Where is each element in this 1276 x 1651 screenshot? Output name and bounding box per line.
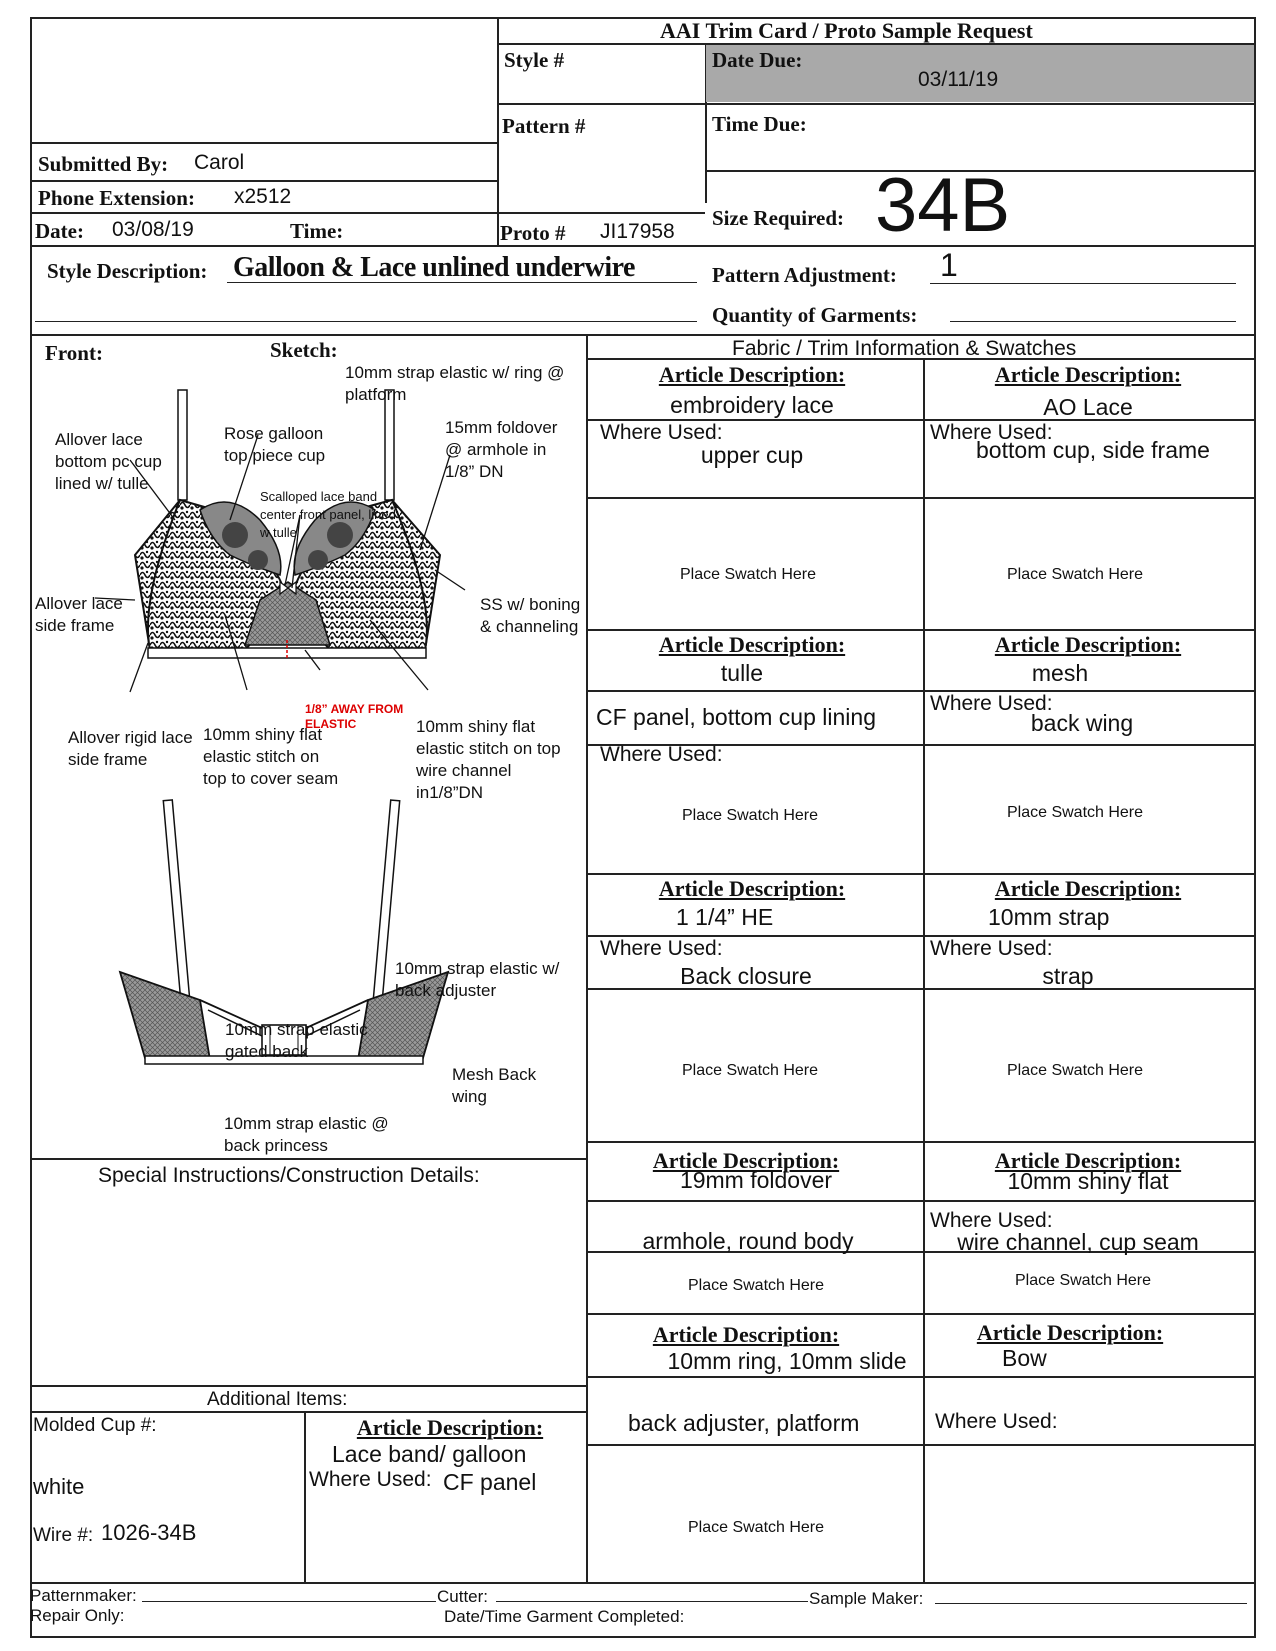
article-desc-label-1: Article Description: <box>658 362 846 387</box>
swatch-5[interactable]: Place Swatch Here <box>681 1062 819 1079</box>
note-rose-galloon: Rose galloon top piece cup <box>224 424 326 465</box>
where-used-value-4[interactable]: back wing <box>1030 710 1134 736</box>
front-label: Front: <box>45 341 103 365</box>
submitted-by-label: Submitted By: <box>38 152 169 176</box>
article-desc-value-8[interactable]: 10mm shiny flat <box>1007 1168 1169 1194</box>
note-back-princess: 10mm strap elastic @ back princess <box>224 1114 389 1155</box>
swatch-3[interactable]: Place Swatch Here <box>681 807 819 824</box>
article-desc-value-9[interactable]: 10mm ring, 10mm slide <box>667 1348 907 1374</box>
swatch-2[interactable]: Place Swatch Here <box>1006 566 1144 583</box>
note-away-elastic: 1/8” AWAY FROM ELASTIC <box>305 702 404 731</box>
repair-only-label: Repair Only: <box>30 1606 125 1625</box>
article-desc-value-3[interactable]: tulle <box>720 660 764 686</box>
note-scalloped: Scalloped lace band center front panel, lined w tulle <box>260 489 396 540</box>
additional-items-title: Additional Items: <box>207 1389 348 1410</box>
where-used-value-1[interactable]: upper cup <box>700 442 804 468</box>
additional-where-used-label: Where Used: <box>309 1468 432 1491</box>
special-instructions-title: Special Instructions/Construction Details: <box>98 1164 480 1187</box>
article-desc-value-6[interactable]: 10mm strap <box>988 904 1110 930</box>
date-label: Date: <box>35 219 84 243</box>
note-foldover: 15mm foldover @ armhole in 1/8” DN <box>445 418 558 481</box>
proto-number-value[interactable]: JI17958 <box>600 220 675 243</box>
where-used-label-10: Where Used: <box>935 1410 1058 1433</box>
style-description-label: Style Description: <box>47 259 208 283</box>
swatch-4[interactable]: Place Swatch Here <box>1006 804 1144 821</box>
article-desc-value-7[interactable]: 19mm foldover <box>679 1167 833 1193</box>
size-required-label: Size Required: <box>712 206 845 230</box>
date-due-label: Date Due: <box>712 48 803 72</box>
article-desc-label-4: Article Description: <box>994 632 1182 657</box>
swatch-8[interactable]: Place Swatch Here <box>1014 1272 1152 1289</box>
wire-label: Wire #: <box>33 1525 94 1546</box>
note-shiny-right: 10mm shiny flat elastic stitch on top wire channel in1/8”DN <box>416 717 561 802</box>
swatch-9[interactable]: Place Swatch Here <box>687 1519 825 1536</box>
cutter-label: Cutter: <box>437 1587 489 1606</box>
where-used-value-7[interactable]: armhole, round body <box>642 1228 854 1254</box>
additional-article-desc-value[interactable]: Lace band/ galloon <box>332 1441 527 1467</box>
article-desc-label-6: Article Description: <box>994 876 1182 901</box>
where-used-value-5[interactable]: Back closure <box>680 963 812 989</box>
note-allover-lace: Allover lace bottom pc cup lined w/ tulle <box>55 430 162 493</box>
where-used-label-5: Where Used: <box>600 937 723 960</box>
where-used-value-6[interactable]: strap <box>1042 963 1094 989</box>
where-used-label-2: Where Used: <box>930 421 1053 444</box>
swatch-1[interactable]: Place Swatch Here <box>679 566 817 583</box>
wire-value[interactable]: 1026-34B <box>101 1520 197 1545</box>
phone-extension-value[interactable]: x2512 <box>234 185 292 208</box>
pattern-number-label: Pattern # <box>502 114 586 138</box>
article-desc-label-5: Article Description: <box>658 876 846 901</box>
fabric-section-title: Fabric / Trim Information & Swatches <box>732 337 1077 360</box>
note-rigid-lace: Allover rigid lace side frame <box>68 728 193 769</box>
note-shiny-left: 10mm shiny flat elastic stitch on top to cover seam <box>203 725 339 788</box>
article-desc-label-7: Article Description: <box>652 1148 840 1173</box>
note-allover-side: Allover lace side frame <box>35 594 123 635</box>
article-desc-value-10[interactable]: Bow <box>1002 1345 1047 1371</box>
additional-where-used-value[interactable]: CF panel <box>443 1469 537 1495</box>
where-used-label-8: Where Used: <box>930 1209 1053 1232</box>
where-used-value-2[interactable]: bottom cup, side frame <box>976 437 1210 463</box>
style-number-label: Style # <box>504 48 565 72</box>
time-label: Time: <box>290 219 344 243</box>
pattern-adjustment-value[interactable]: 1 <box>940 247 958 283</box>
article-desc-label-10: Article Description: <box>976 1320 1164 1345</box>
where-used-value-3[interactable]: CF panel, bottom cup lining <box>596 704 876 730</box>
article-desc-value-1[interactable]: embroidery lace <box>670 392 834 418</box>
note-strap-ring: 10mm strap elastic w/ ring @ platform <box>345 363 565 404</box>
swatch-6[interactable]: Place Swatch Here <box>1006 1062 1144 1079</box>
molded-cup-label: Molded Cup #: <box>33 1415 157 1436</box>
note-back-adjuster: 10mm strap elastic w/ back adjuster <box>395 959 560 1000</box>
note-ss-boning: SS w/ boning & channeling <box>480 595 581 636</box>
style-description-value[interactable]: Galloon & Lace unlined underwire <box>233 252 635 283</box>
form-title: AAI Trim Card / Proto Sample Request <box>660 18 1033 43</box>
article-desc-label-3: Article Description: <box>658 632 846 657</box>
quantity-label: Quantity of Garments: <box>712 303 918 327</box>
article-desc-value-4[interactable]: mesh <box>1031 660 1089 686</box>
where-used-value-9[interactable]: back adjuster, platform <box>628 1410 860 1436</box>
where-used-label-1: Where Used: <box>600 421 723 444</box>
article-desc-value-5[interactable]: 1 1/4” HE <box>676 904 774 930</box>
note-gated-back: 10mm strap elastic gated back <box>225 1020 368 1061</box>
article-desc-value-2[interactable]: AO Lace <box>1043 394 1133 420</box>
size-required-value[interactable]: 34B <box>875 163 1011 248</box>
note-mesh-wing: Mesh Back wing <box>452 1065 537 1106</box>
article-desc-label-2: Article Description: <box>994 362 1182 387</box>
patternmaker-label: Patternmaker: <box>30 1586 137 1605</box>
molded-cup-value[interactable]: white <box>33 1474 85 1499</box>
phone-extension-label: Phone Extension: <box>38 186 195 210</box>
proto-number-label: Proto # <box>500 221 566 245</box>
time-due-label: Time Due: <box>712 112 807 136</box>
where-used-label-6: Where Used: <box>930 937 1053 960</box>
sketch-label: Sketch: <box>270 338 338 362</box>
pattern-adjustment-label: Pattern Adjustment: <box>712 263 897 287</box>
date-value[interactable]: 03/08/19 <box>112 218 194 241</box>
where-used-label-4: Where Used: <box>930 692 1053 715</box>
date-time-completed-label: Date/Time Garment Completed: <box>444 1607 685 1626</box>
additional-article-desc-label: Article Description: <box>356 1415 544 1440</box>
submitted-by-value[interactable]: Carol <box>194 151 245 174</box>
article-desc-label-8: Article Description: <box>994 1148 1182 1173</box>
date-due-value[interactable]: 03/11/19 <box>918 68 999 91</box>
where-used-label-3: Where Used: <box>600 743 723 766</box>
where-used-value-8[interactable]: wire channel, cup seam <box>957 1229 1199 1255</box>
sample-maker-label: Sample Maker: <box>809 1589 924 1608</box>
article-desc-label-9: Article Description: <box>652 1322 840 1347</box>
swatch-7[interactable]: Place Swatch Here <box>687 1277 825 1294</box>
